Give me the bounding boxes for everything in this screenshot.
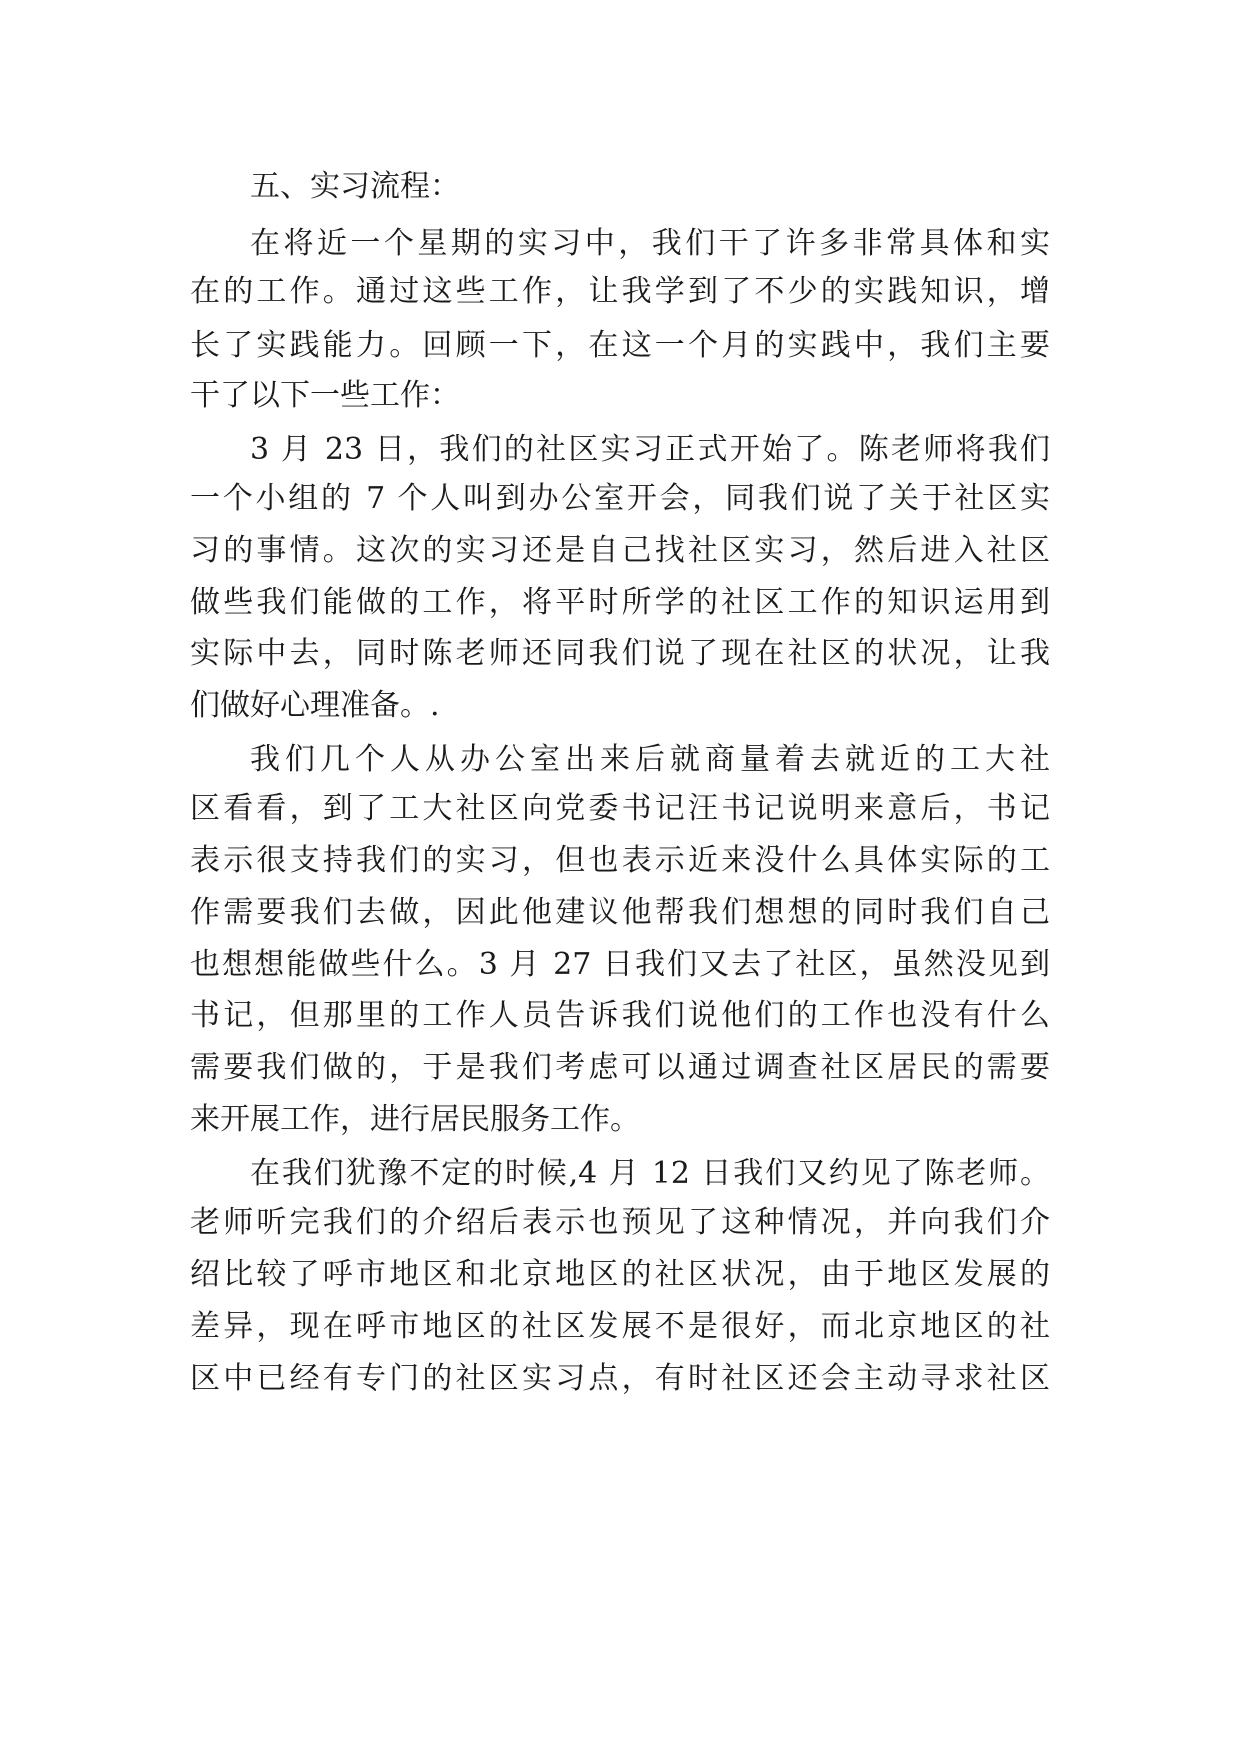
paragraph-line: 干了以下一些工作： bbox=[190, 378, 460, 413]
paragraph-line: 也想想能做些什么。3 月 27 日我们又去了社区，虽然没见到 bbox=[190, 947, 1050, 982]
paragraph-line: 长了实践能力。回顾一下，在这一个月的实践中，我们主要 bbox=[190, 328, 1050, 363]
paragraph-line: 需要我们做的，于是我们考虑可以通过调查社区居民的需要 bbox=[190, 1050, 1050, 1085]
paragraph-line: 在将近一个星期的实习中，我们干了许多非常具体和实 bbox=[250, 226, 1050, 261]
paragraph-line: 在的工作。通过这些工作，让我学到了不少的实践知识，增 bbox=[190, 274, 1050, 309]
paragraph-line: 实际中去，同时陈老师还同我们说了现在社区的状况，让我 bbox=[190, 636, 1050, 671]
paragraph-line: 习的事情。这次的实习还是自己找社区实习，然后进入社区 bbox=[190, 533, 1050, 568]
paragraph-line: 差异，现在呼市地区的社区发展不是很好，而北京地区的社 bbox=[190, 1309, 1050, 1344]
paragraph-line: 书记，但那里的工作人员告诉我们说他们的工作也没有什么 bbox=[190, 998, 1050, 1033]
paragraph-line: 我们几个人从办公室出来后就商量着去就近的工大社 bbox=[250, 742, 1050, 777]
paragraph-line: 来开展工作，进行居民服务工作。 bbox=[190, 1102, 640, 1137]
paragraph-line: 在我们犹豫不定的时候,4 月 12 日我们又约见了陈老师。 bbox=[250, 1156, 1050, 1191]
paragraph-line: 区看看，到了工大社区向党委书记汪书记说明来意后，书记 bbox=[190, 791, 1050, 826]
paragraph-line: 作需要我们去做，因此他建议他帮我们想想的同时我们自己 bbox=[190, 895, 1050, 930]
paragraph-line: 老师听完我们的介绍后表示也预见了这种情况，并向我们介 bbox=[190, 1205, 1050, 1240]
paragraph-line: 们做好心理准备。. bbox=[190, 688, 440, 723]
paragraph-line: 表示很支持我们的实习，但也表示近来没什么具体实际的工 bbox=[190, 843, 1050, 878]
paragraph-line: 一个小组的 7 个人叫到办公室开会，同我们说了关于社区实 bbox=[190, 481, 1050, 516]
section-heading: 五、实习流程： bbox=[250, 169, 460, 204]
paragraph-line: 区中已经有专门的社区实习点，有时社区还会主动寻求社区 bbox=[190, 1361, 1050, 1396]
paragraph-line: 做些我们能做的工作，将平时所学的社区工作的知识运用到 bbox=[190, 585, 1050, 620]
paragraph-line: 绍比较了呼市地区和北京地区的社区状况，由于地区发展的 bbox=[190, 1257, 1050, 1292]
paragraph-line: 3 月 23 日，我们的社区实习正式开始了。陈老师将我们 bbox=[250, 432, 1050, 467]
